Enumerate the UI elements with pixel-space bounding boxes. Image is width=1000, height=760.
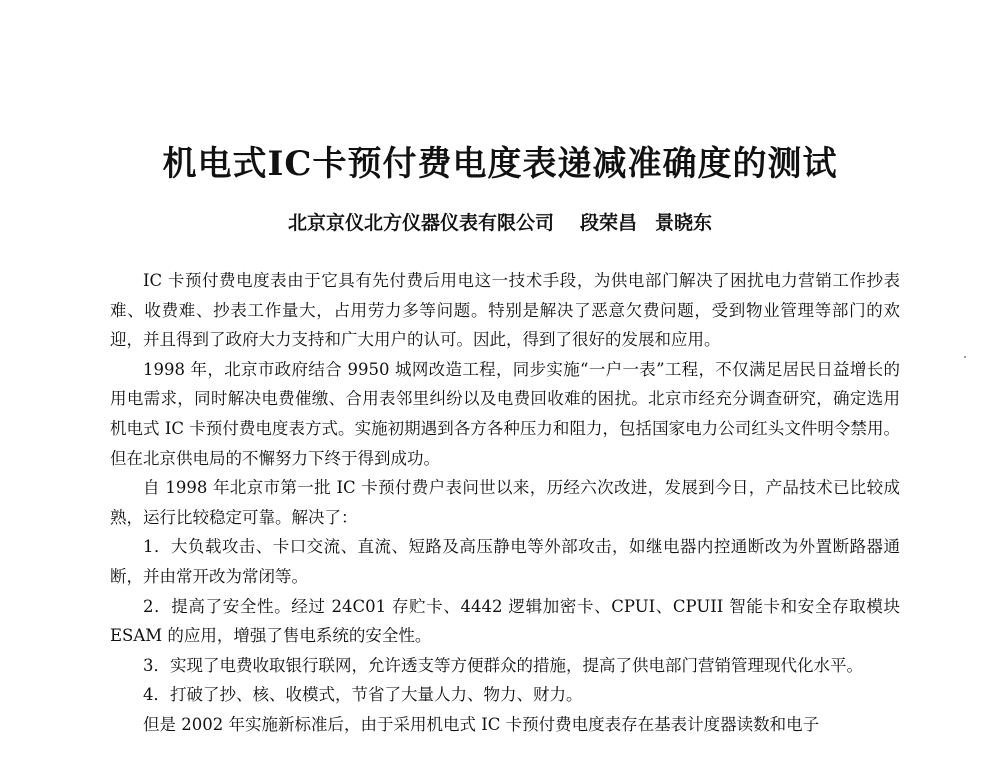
author-byline: [0, 208, 1000, 235]
paragraph-1998: 1998 年，北京市政府结合 9950 城网改造工程，同步实施“一户一表”工程，不仅满足居民日益增长的用电需求，同时解决电费催缴、合用表邻里纠纷以及电费回收难的困扰。北京市经充分调查研究，确定选用机电式 IC 卡预付费电度表方式。实施初期遇到各方各种压力和阻力，包括国家电力公司红头文件明令禁用。但在北京供电局的不懈努力下终于得到成功。: [110, 359, 900, 468]
paper-title: 机电式IC卡预付费电度表递减准确度的测试: [162, 144, 838, 184]
paragraph-intro: IC 卡预付费电度表由于它具有先付费后用电这一技术手段，为供电部门解决了困扰电力营销工作抄表难、收费难、抄表工作量大，占用劳力多等问题。特别是解决了恶意欠费问题，受到物业管理等部门的欢迎，并且得到了政府大力支持和广大用户的认可。因此，得到了很好的发展和应用。: [110, 271, 900, 350]
list-item-1: 1．大负载攻击、卡口交流、直流、短路及高压静电等外部攻击，如继电器内控通断改为外置断路器通断，并由常开改为常闭等。: [110, 537, 900, 586]
author-organization: 北京京仪北方仪器仪表有限公司: [287, 212, 554, 234]
author-name-2: 景晓东: [655, 212, 713, 234]
scan-speck: [964, 356, 966, 358]
list-item-4: 4．打破了抄、核、收模式，节省了大量人力、物力、财力。: [143, 685, 583, 705]
body-text: [110, 266, 900, 740]
paragraph-cutoff: 但是 2002 年实施新标准后，由于采用机电式 IC 卡预付费电度表存在基表计度器读数和电子: [143, 714, 820, 734]
author-name-1: 段荣昌: [579, 212, 637, 234]
paragraph-improvements: 自 1998 年北京市第一批 IC 卡预付费户表问世以来，历经六次改进，发展到今日，产品技术已比较成熟，运行比较稳定可靠。解决了：: [110, 478, 900, 527]
list-item-2: 2．提高了安全性。经过 24C01 存贮卡、4442 逻辑加密卡、CPUI、CPUII 智能卡和安全存取模块 ESAM 的应用，增强了售电系统的安全性。: [110, 596, 900, 646]
list-item-3: 3．实现了电费收取银行联网，允许透支等方便群众的措施，提高了供电部门营销管理现代化水平。: [143, 655, 863, 675]
